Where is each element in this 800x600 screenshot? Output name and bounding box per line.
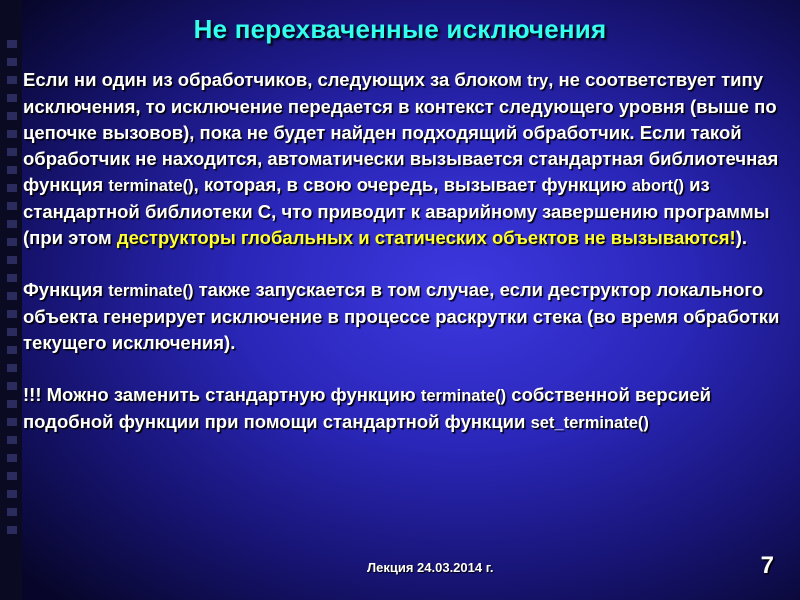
code-terminate: terminate() [108,177,194,195]
page-number: 7 [760,552,774,579]
text: ). [735,227,747,248]
strip-square [7,364,17,372]
code-try: try [527,72,549,90]
strip-square [7,472,17,480]
strip-square [7,130,17,138]
footer-lecture-date: Лекция 24.03.2014 г. [367,560,494,575]
text: из стандартной библиотеки С, что приводит к аварийному завершению программы (при этом [23,174,770,248]
strip-square [7,490,17,498]
left-decorative-strip [0,0,22,600]
strip-square [7,256,17,264]
strip-square [7,346,17,354]
strip-square [7,418,17,426]
strip-square [7,58,17,66]
strip-square [7,76,17,84]
strip-square [7,454,17,462]
strip-square [7,382,17,390]
code-set-terminate: set_terminate() [530,414,649,432]
slide-body [23,67,793,462]
strip-square [7,184,17,192]
strip-square [7,436,17,444]
code-abort: abort() [631,177,684,195]
strip-square [7,292,17,300]
text: !!! Можно заменить стандартную функцию [23,384,421,405]
text: , не соответствует типу исключения, то исключение передается в контекст следующего уровня (выше по цепочке вызовов), пока не будет найден подходящий обработчик. Если такой обработчик не находится, автоматически вызывается стандартная библиотечная функция [23,69,779,195]
paragraph-set-terminate [23,382,793,436]
code-terminate: terminate() [420,387,507,405]
slide-title: Не перехваченные исключения [193,14,607,44]
text: собственной версией подобной функции при помощи стандартной функции [23,384,712,432]
code-terminate: terminate() [108,282,194,300]
strip-square [7,526,17,534]
text: также запускается в том случае, если деструктор локального объекта генерирует исключение в процессе раскрутки стека (во время обработки текущего исключения). [23,279,780,353]
strip-square [7,310,17,318]
paragraph-uncaught [23,67,793,251]
strip-square [7,112,17,120]
strip-square [7,400,17,408]
strip-square [7,274,17,282]
paragraph-terminate [23,277,793,356]
strip-square [7,508,17,516]
strip-square [7,94,17,102]
text: Функция [23,279,109,300]
text: Если ни один из обработчиков, следующих за блоком [23,69,528,90]
strip-square [7,238,17,246]
strip-square [7,202,17,210]
strip-square [7,166,17,174]
strip-square [7,148,17,156]
strip-square [7,220,17,228]
strip-square [7,328,17,336]
text: , которая, в свою очередь, вызывает функцию [193,174,632,195]
highlight-destructors: деструкторы глобальных и статических объектов не вызываются! [116,227,736,248]
